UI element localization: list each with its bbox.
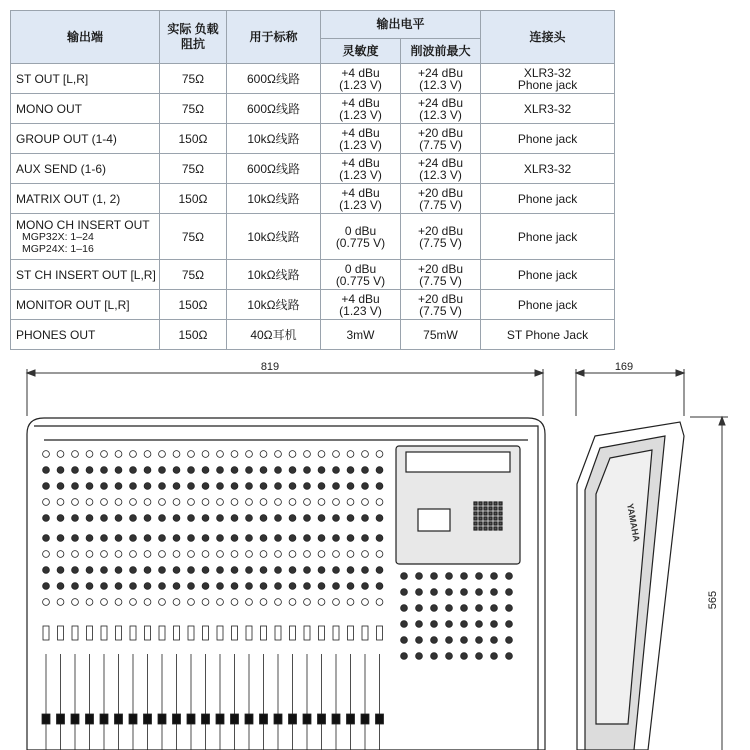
cell-output-name: MONO OUT	[11, 94, 160, 124]
cell-load: 150Ω	[160, 290, 227, 320]
table-row	[11, 290, 615, 320]
cell-load: 150Ω	[160, 184, 227, 214]
cell-nominal: 10kΩ线路	[227, 214, 321, 260]
cell-nominal: 10kΩ线路	[227, 184, 321, 214]
cell-max-level: +20 dBu (7.75 V)	[401, 184, 481, 214]
cell-output-name: MONO CH INSERT OUT MGP32X: 1–24 MGP24X: 1–16	[11, 214, 160, 260]
output-spec-table	[10, 10, 615, 350]
cell-load: 75Ω	[160, 94, 227, 124]
cell-nominal: 10kΩ线路	[227, 290, 321, 320]
cell-sensitivity: 0 dBu (0.775 V)	[321, 214, 401, 260]
cell-load: 75Ω	[160, 64, 227, 94]
cell-load: 150Ω	[160, 124, 227, 154]
cell-connector: Phone jack	[481, 290, 615, 320]
cell-connector: XLR3-32 Phone jack	[481, 64, 615, 94]
cell-nominal: 10kΩ线路	[227, 260, 321, 290]
side-panel-logo: YAMAHA	[625, 502, 642, 543]
mixer-side-view	[577, 422, 684, 750]
header-max: 削波前最大	[401, 39, 481, 64]
table-row	[11, 214, 615, 260]
cell-output-name: ST CH INSERT OUT [L,R]	[11, 260, 160, 290]
cell-output-name: AUX SEND (1-6)	[11, 154, 160, 184]
cell-output-name: GROUP OUT (1-4)	[11, 124, 160, 154]
width-dimension-label: 819	[260, 361, 280, 373]
cell-nominal: 600Ω线路	[227, 154, 321, 184]
cell-max-level: 75mW	[401, 320, 481, 350]
cell-output-name: PHONES OUT	[11, 320, 160, 350]
cell-sensitivity: +4 dBu (1.23 V)	[321, 184, 401, 214]
cell-load: 150Ω	[160, 320, 227, 350]
table-row	[11, 320, 615, 350]
cell-max-level: +20 dBu (7.75 V)	[401, 290, 481, 320]
cell-output-name: MATRIX OUT (1, 2)	[11, 184, 160, 214]
cell-load: 75Ω	[160, 214, 227, 260]
cell-max-level: +20 dBu (7.75 V)	[401, 260, 481, 290]
cell-connector: ST Phone Jack	[481, 320, 615, 350]
cell-max-level: +24 dBu (12.3 V)	[401, 94, 481, 124]
cell-sensitivity: 0 dBu (0.775 V)	[321, 260, 401, 290]
cell-max-level: +24 dBu (12.3 V)	[401, 154, 481, 184]
mixer-dimension-drawing	[0, 354, 750, 750]
header-nominal: 用于标称	[227, 11, 321, 64]
cell-sensitivity: 3mW	[321, 320, 401, 350]
height-dimension-label: 565	[707, 590, 719, 610]
header-load: 实际 负载 阻抗	[160, 11, 227, 64]
table-row	[11, 124, 615, 154]
cell-sensitivity: +4 dBu (1.23 V)	[321, 64, 401, 94]
cell-nominal: 10kΩ线路	[227, 124, 321, 154]
table-row	[11, 184, 615, 214]
cell-output-name: MONITOR OUT [L,R]	[11, 290, 160, 320]
header-connector: 连接头	[481, 11, 615, 64]
cell-connector: Phone jack	[481, 260, 615, 290]
header-output: 输出端	[11, 11, 160, 64]
depth-dimension-label: 169	[614, 361, 634, 373]
cell-connector: Phone jack	[481, 214, 615, 260]
cell-nominal: 40Ω耳机	[227, 320, 321, 350]
cell-connector: Phone jack	[481, 124, 615, 154]
table-row	[11, 64, 615, 94]
cell-output-name: ST OUT [L,R]	[11, 64, 160, 94]
cell-sensitivity: +4 dBu (1.23 V)	[321, 94, 401, 124]
cell-max-level: +20 dBu (7.75 V)	[401, 214, 481, 260]
cell-max-level: +24 dBu (12.3 V)	[401, 64, 481, 94]
table-row	[11, 154, 615, 184]
header-sensitivity: 灵敏度	[321, 39, 401, 64]
header-level: 输出电平	[321, 11, 481, 39]
cell-connector: XLR3-32	[481, 154, 615, 184]
cell-sensitivity: +4 dBu (1.23 V)	[321, 124, 401, 154]
table-row	[11, 260, 615, 290]
cell-connector: Phone jack	[481, 184, 615, 214]
cell-nominal: 600Ω线路	[227, 64, 321, 94]
cell-connector: XLR3-32	[481, 94, 615, 124]
cell-sensitivity: +4 dBu (1.23 V)	[321, 290, 401, 320]
cell-load: 75Ω	[160, 154, 227, 184]
cell-max-level: +20 dBu (7.75 V)	[401, 124, 481, 154]
cell-nominal: 600Ω线路	[227, 94, 321, 124]
cell-sensitivity: +4 dBu (1.23 V)	[321, 154, 401, 184]
cell-load: 75Ω	[160, 260, 227, 290]
table-row	[11, 94, 615, 124]
